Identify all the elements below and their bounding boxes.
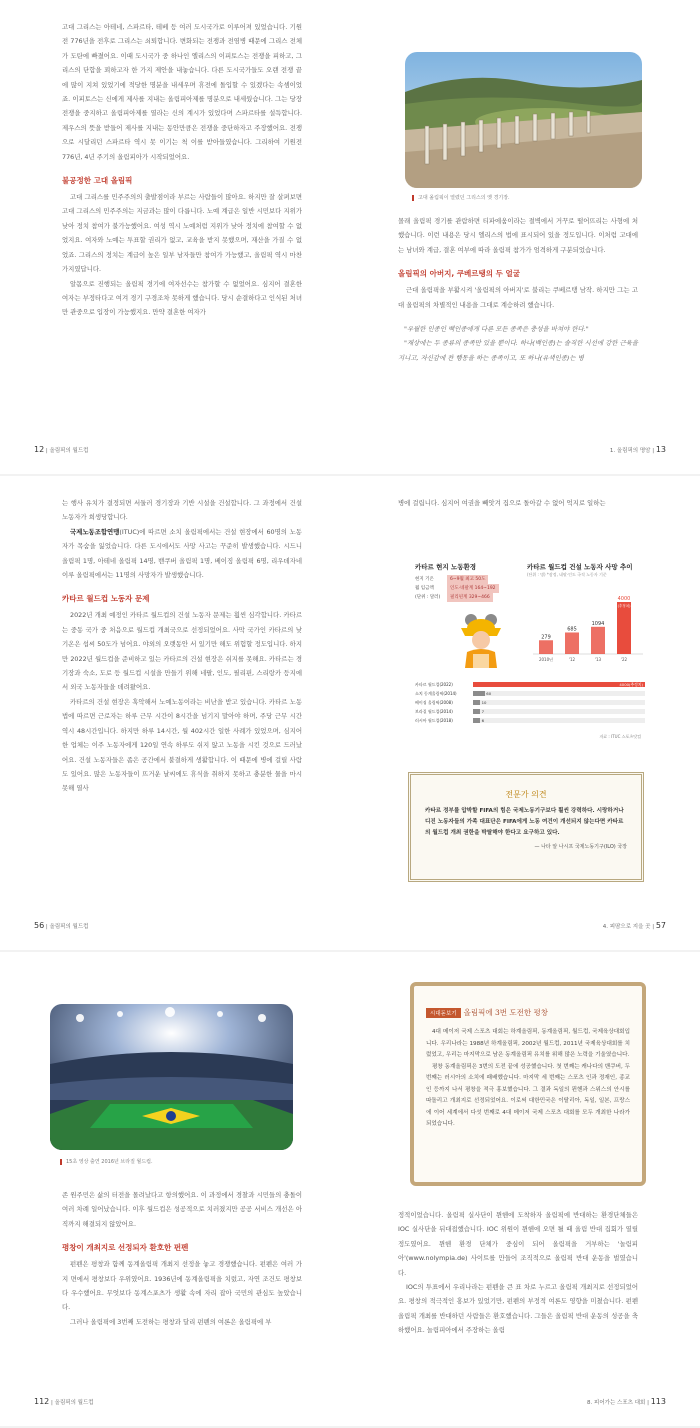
- running-title: 8. 피어가는 스포츠 대회: [587, 1400, 646, 1406]
- page-number: 112: [34, 1397, 50, 1406]
- info-value: 필리핀계 329~466: [447, 593, 493, 602]
- worker-illustration-icon: [451, 606, 511, 668]
- caption-marker: [60, 1159, 62, 1165]
- running-title: 4. 피땀으로 지을 곳: [602, 924, 651, 930]
- caption-marker: [412, 195, 414, 201]
- running-title: 올림픽의 월드컵: [49, 924, 89, 930]
- paragraph: 병에 걸립니다. 심지어 여권을 빼앗겨 집으로 돌아갈 수 없어 억지로 일하는: [398, 499, 606, 507]
- bar: [539, 640, 553, 654]
- comparison-value: 60: [486, 691, 492, 696]
- page-112: [0, 952, 350, 1426]
- text-column: [62, 20, 302, 320]
- labor-infographic: [415, 562, 645, 744]
- comparison-track: [473, 691, 645, 696]
- spread-2: [0, 476, 700, 950]
- paragraph: 존 원주민은 삶의 터전을 몰려났다고 항의했어요. 이 과정에서 경찰과 시민들의 충돌이 여러 차례 일어났습니다. 이후 월드컵은 성공적으로 치러졌지만 공공 서비스 개선은 아직까지 해결되지 않았어요.: [62, 1191, 302, 1228]
- info-key: (단위 : 달러): [415, 595, 441, 600]
- spread-3: [0, 952, 700, 1426]
- paragraph: 카타르의 건설 현장은 혹악해서 노예노동이라는 비난을 받고 있습니다. 카타르 노동법에 따르면 근로자는 하루 근무 시간이 8시간을 넘기지 말아야 하며, 주당 근무 시간 역시 48시간입니다. 하지만 하루 14시간, 월 402시간 일한 사례가 있었으며, 심지어 한 업체는 이주 노동자에게 120일 연속 하루도 쉬지 않고 노동을 시킨 것으로 드러났어요. 건설 노동자들은 좁은 공간에서 불결하게 생활합니다. 이 때문에 병에 걸릴 사람도 있어요. 많은 노동자들이 뜨거운 날씨에도 휴식을 취하지 못하고 충분한 물을 마시 못해 열사: [62, 697, 302, 793]
- death-trend-bar-chart: [533, 592, 643, 664]
- comparison-fill: [473, 718, 480, 723]
- comparison-label: 소치 동계올림픽(2014): [415, 690, 457, 696]
- running-title: 올림픽의 월드컵: [54, 1400, 94, 1406]
- section-heading: 평창이 개최지로 선정되자 환호한 펀펜: [62, 1243, 189, 1253]
- comparison-row: [415, 698, 645, 707]
- info-key: 현지 기온: [415, 577, 434, 582]
- comparison-label: 베이징 올림픽(2008): [415, 699, 453, 705]
- comparison-value: 4000(추정치): [619, 682, 643, 687]
- page-12: [0, 0, 350, 474]
- ancient-stadium-image: [405, 52, 642, 188]
- spread-1: [0, 0, 700, 474]
- box-paragraph: 평창 동계올림픽은 3번의 도전 끝에 성공했습니다. 첫 번째는 캐나다의 밴쿠버, 두 번째는 러시아의 소치에 패배했습니다. 마지막 세 번째는 스포츠 인과 정재인, 종교인 등까지 나서 평창을 적극 홍보했습니다. 그 결과 독일의 뮌헨과 스위스의 안시를 따돌리고 개최지로 선정되었어요. 이로써 대한민국은 이탈리아, 독일, 일본, 프랑스에 이어 세계에서 다섯 번째로 4대 메이저 국제 스포츠 대회를 모두 개최한 나라가 되었습니다.: [426, 1063, 630, 1127]
- page-number: 57: [655, 921, 666, 930]
- infographic-source: 자료 : ITUC 스포츠닷컴: [599, 734, 641, 739]
- page-57: [350, 476, 700, 950]
- page-number: 12: [34, 445, 45, 454]
- page-footer: 4. 피땀으로 지을 곳 | 57: [602, 921, 666, 930]
- running-title: 1. 올림픽의 명암: [609, 448, 651, 454]
- comparison-track: [473, 700, 645, 705]
- note-title: 전문가 의견: [505, 790, 547, 799]
- paragraph: IOC의 투표에서 우리나라는 펀펜을 큰 표 차로 누르고 올림픽 개최지로 선정되었어요. 평창의 적극적인 홍보가 있었기만, 펀펜의 부정적 여론도 영향을 미쳤습니다. 펀펜 올림픽 개최를 반대하던 사람들은 환호했습니다. 그들은 올림픽 반대 운동의 성공을 축하했어요. 놀림피아에서 주장하는 올림: [398, 1283, 638, 1335]
- bar-value-label: 279: [541, 634, 551, 641]
- category-label: '12: [568, 657, 576, 662]
- brazil-stadium-image: [50, 1004, 293, 1150]
- category-label: '13: [594, 657, 602, 662]
- bar-value-label: 4000: [617, 596, 631, 602]
- paragraph: 정적이었습니다. 올림픽 실사단이 뮌헨에 도착하자 올림픽에 반대하는 환경단체들은 IOC 실사단을 뒤대접했습니다. IOC 위원이 뮌헨에 오면 될 때 올림 반대 집회가 열릴 정도였어요. 뮌헨 환경 단체가 중심이 되어 올림픽을 거부하는 '놀림피아'(www.nolympia.de) 사이트를 만들어 조직적으로 올림픽 반대 운동을 벌였습니다.: [398, 1211, 638, 1277]
- page-113: [350, 952, 700, 1426]
- comparison-fill: [473, 691, 485, 696]
- section-heading: 올림픽의 아버지, 쿠베르탱의 두 얼굴: [398, 269, 520, 279]
- stadium-photo: [405, 52, 642, 188]
- highlight-term: 국제노동조합연맹: [70, 527, 120, 536]
- section-heading: 카타르 월드컵 노동자 문제: [62, 594, 150, 604]
- comparison-label: 러시아 월드컵(2018): [415, 717, 453, 723]
- paragraph: 몰래 올림픽 경기를 관람하면 티파에움이라는 절벽에서 거꾸로 떨어뜨리는 사형에 처했습니다. 이런 내용은 당시 엘리스의 법에 표시되어 있을 정도입니다. 이처럼 고대에는 남녀와 계급, 결혼 여부에 따라 올림픽 참가가 엄격하게 구분되었습니다.: [398, 217, 638, 254]
- stadium-night-photo: [50, 1004, 293, 1150]
- bar-annotation: (추정치): [617, 604, 631, 608]
- bar-value-label: 1094: [591, 620, 605, 627]
- text-column: [62, 1188, 302, 1329]
- paragraph: 는 행사 유치가 결정되면 서둘러 경기장과 기반 시설을 건설합니다. 그 과정에서 건설 노동자가 희생당합니다.: [62, 499, 302, 522]
- text-column: [398, 496, 638, 510]
- page-footer: 56 | 올림픽의 월드컵: [34, 921, 89, 930]
- chart-subtitle: (단위 : 명) *잠정, 네팔·인도 국적 노동자 기준: [527, 572, 607, 577]
- category-label: '22: [620, 657, 628, 662]
- paragraph: 고대 그리스를 민주주의의 출발점이라 부르는 사람들이 많아요. 하지만 잘 살펴보면 고대 그리스의 민주주의는 지금과는 많이 다릅니다. 노예 계급은 일반 시민보다 지위가 낮아 정치 참여가 불가능했어요. 여성 역시 노예처럼 지위가 낮아 정치에 참여할 수 없었지요. 여자와 노예는 투표할 권리가 없고, 교육을 받지 못했으며, 재산을 가질 수 없었죠. 그리스의 정치는 계급이 높은 일부 남자들만 참여가 가능했고, 올림픽 역시 마찬가지였답니다.: [62, 193, 302, 274]
- bar: [591, 627, 605, 654]
- running-title: 올림픽의 월드컵: [49, 448, 89, 454]
- box-tag: 시대돋보기: [426, 1008, 461, 1018]
- comparison-value: 7: [481, 709, 485, 714]
- comparison-value: 10: [481, 700, 487, 705]
- comparison-row: [415, 689, 645, 698]
- comparison-track: [473, 682, 645, 687]
- paragraph: 알몸으로 진행되는 올림픽 경기에 여자선수는 참가할 수 없었어요. 심지어 결혼한 여자는 부정타다고 여겨 경기 구경조차 못하게 했습니다. 당시 순결하다고 인식된 처녀만 관중으로 입장이 가능했지요. 만약 결혼한 여자가: [62, 279, 302, 317]
- category-label: 2010년: [538, 657, 554, 662]
- paragraph: 2022년 개최 예정인 카타르 월드컵의 건설 노동자 문제는 훨씬 심각합니다. 카타르는 중동 국가 중 처음으로 월드컵 개최국으로 선정되었어요. 사막 국가인 카타르의 낮 기온은 섭씨 50도가 넘어요. 야외의 오랫동안 서 있기만 해도 위험할 정도입니다. 하지만 2022년 월드컵을 준비하고 있는 카타르의 건설 현장은 쉬지를 못해요. 카타르는 경기장과 숙소, 도로 등 월드컵 시설을 만들기 위해 네팔, 인도, 필리핀, 스리랑카 등지에서 외국 노동자들을 데려왔어요.: [62, 611, 302, 692]
- comparison-fill: [473, 709, 480, 714]
- comparison-fill: [473, 700, 480, 705]
- expert-opinion-box: [408, 772, 644, 882]
- bar: [617, 602, 631, 654]
- text-column: [398, 214, 638, 365]
- comparison-track: [473, 718, 645, 723]
- page-number: 13: [655, 445, 666, 454]
- paragraph-text: (ITUC)에 따르면 소치 올림픽에서는 건설 현장에서 60명의 노동자가 목숨을 잃었습니다. 다른 도시에서도 사망 사고는 꾸준히 발생했습니다. 시드니 올림픽 1명, 아테네 올림픽 14명, 밴쿠버 올림픽 1명, 베이징 올림픽 6명, 리우데자네이루 올림픽에서는 11명의 사망자가 발생했습니다.: [62, 527, 302, 580]
- page-number: 56: [34, 921, 45, 930]
- note-source: — 나타 알 나시프 국제노동기구(ILO) 국장: [534, 844, 627, 850]
- page-footer: 12 | 올림픽의 월드컵: [34, 445, 89, 454]
- caption-text: 고대 올림픽이 열렸던 그리스의 옛 경기장.: [418, 195, 510, 201]
- paragraph: 그러나 올림픽에 3번째 도전하는 평창과 달리 펀펜의 여론은 올림픽에 부: [70, 1317, 272, 1326]
- box-paragraph: 4대 메이저 국제 스포츠 대회는 하계올림픽, 동계올림픽, 월드컵, 국제육상대회입니다. 우리나라는 1988년 하계올림픽, 2002년 월드컵, 2011년 국제육상대회를 치렀었고, 우리는 마지막으로 남은 동계올림픽 유치를 위해 많은 노력을 기울였습니다.: [426, 1029, 630, 1058]
- comparison-bars: [415, 680, 645, 725]
- comparison-row: [415, 680, 645, 689]
- paragraph: 근대 올림픽을 부활시켜 '올림픽의 아버지'로 불리는 쿠베르탱 남작. 하지만 그는 고대 올림픽의 차별적인 내용을 그대로 계승하려 했습니다.: [398, 286, 638, 309]
- paragraph: [62, 525, 302, 583]
- photo-caption: [60, 1158, 153, 1165]
- infographic-title: 카타르 현지 노동환경: [415, 563, 477, 571]
- sidebar-box-pyeongchang: [410, 982, 646, 1186]
- text-column: [398, 1208, 638, 1338]
- page-number: 113: [650, 1397, 666, 1406]
- comparison-track: [473, 709, 645, 714]
- quote: "재상에는 두 종류의 종족만 있을 뿐이다. 하나(백인종)는 솔직한 시선에 강한 근육을 지니고, 자신감에 찬 행동을 하는 종족이고, 또 하나(유색인종)는 병: [398, 339, 638, 362]
- chart-title: 카타르 월드컵 건설 노동자 사망 추이: [527, 563, 633, 571]
- info-key: 월 임금액: [415, 586, 434, 591]
- photo-caption: [412, 194, 510, 201]
- info-value: 6~9월 최고 50도: [447, 575, 488, 584]
- info-value: 인도·네팔계 164~192: [447, 584, 499, 593]
- text-column: [62, 496, 302, 796]
- page-56: [0, 476, 350, 950]
- comparison-value: 6: [481, 718, 485, 723]
- page-footer: 1. 올림픽의 명암 | 13: [609, 445, 666, 454]
- quote: "우월한 인종인 백인종에게 다른 모든 종족은 충성을 바쳐야 한다.": [404, 325, 589, 334]
- page-footer: 112 | 올림픽의 월드컵: [34, 1397, 94, 1406]
- note-body: 카타르 정부를 압박할 FIFA의 힘은 국제노동기구보다 훨씬 강력하다. 시랑하거나 디진 노동자들의 가족 대표단은 FIFA에게 노동 여건이 개선되지 않는다면 카타르의 월드컵 개최 권한을 박탈해야 한다고 요구하고 있다.: [425, 808, 624, 836]
- paragraph: 고대 그리스는 아테네, 스파르타, 테베 등 여러 도시국가로 이루어져 있었습니다. 기원전 776년을 전후로 그리스는 쇠퇴합니다. 변화되는 전쟁과 전염병 때문에 그리스 전체가 도탄에 빠졌어요. 이때 도시국가 중 하나인 엘리스의 이피토스는 전쟁을 피하고, 그리스의 단합을 꾀하고자 한 가지 제안을 내놓습니다. 다른 도시국가들도 오랜 전쟁 끝에 많이 지쳐 있었기에 적당한 명분을 내세우며 휴전에 돌입할 수 있겠다는 속셈이었죠. 이피토스는 신에게 제사를 지내는 올림피아제를 명분으로 내세웠습니다. 그는 당장 전쟁을 중지하고 올림피아제를 열라는 신의 계시가 있었다며 스파르타를 설득합니다. 제우스의 뜻을 받들어 제사를 지내는 동안만큼은 전쟁을 중단하자고 주장했어요. 전쟁으로 시달리던 스파르타 역시 못 이기는 척 이를 받아들였습니다. 그리하여 기원전 776년, 4년 주기의 올림피아가 시작되었어요.: [62, 23, 302, 161]
- bar-value-label: 685: [567, 626, 577, 633]
- box-title: 올림픽에 3번 도전한 평창: [463, 1008, 548, 1017]
- comparison-row: [415, 707, 645, 716]
- bar: [565, 632, 579, 654]
- page-footer: 8. 피어가는 스포츠 대회 | 113: [587, 1397, 666, 1406]
- comparison-label: 카타르 월드컵(2022): [415, 681, 453, 687]
- box-body: [426, 1027, 630, 1131]
- paragraph: 펀펜은 평창과 함께 동계올림픽 개최지 선정을 놓고 경쟁했습니다. 펀펜은 여러 가지 면에서 평창보다 우위였어요. 1936년에 동계올림픽을 치렀고, 자연 조건도 평창보다 우수했어요. 무엇보다 동계스포츠가 생활 속에 자리 잡아 국민의 관심도 높았습니다.: [62, 1260, 302, 1312]
- comparison-label: 브라질 월드컵(2014): [415, 708, 453, 714]
- caption-text: 15초 영상 출연 2016년 브라질 월드컵.: [66, 1159, 153, 1165]
- page-13: [350, 0, 700, 474]
- comparison-row: [415, 716, 645, 725]
- box-header: [426, 1000, 630, 1019]
- section-heading: 불공정한 고대 올림픽: [62, 176, 133, 186]
